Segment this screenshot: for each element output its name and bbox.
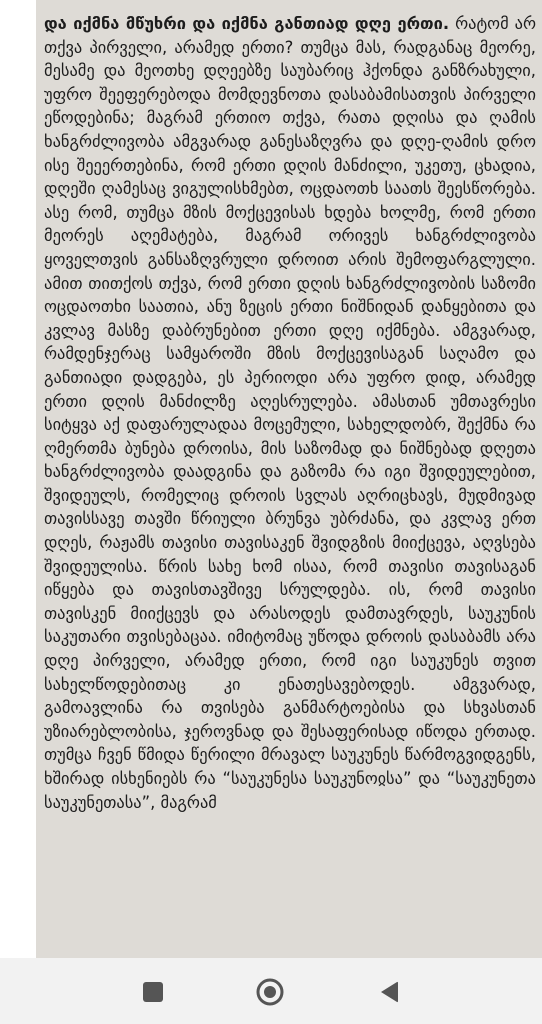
chapter-lead: და იქმნა მწუხრი და იქმნა განთიად დღე ერთი.: [44, 14, 450, 33]
page-body-text: რატომ არ თქვა პირველი, არამედ ერთი? თუმცა მას, რადგანაც მეორე, მესამე და მეოთხე დღეებზე საუბარიც ჰქონდა განზრახული, უფრო შეეფერებოდა მომდევნოთა დასაბამისათვის პირველი ეწოდებინა; მაგრამ ერთიო თქვა, რათა დღისა და ღამის ხანგრძლივობა ამგვარად განესაზღვრა და დღე-ღამის დრო ისე შეეერთებინა, რომ ერთი დღის მანძილი, უკეთუ, ცხადია, დღეში ღამესაც ვიგულისხმებთ, ოცდაოთხ საათს შეესწორება. ასე რომ, თუმცა მზის მოქცევისას ხდება ხოლმე, რომ ერთი მეორეს აღემატება, მაგრამ ორივეს ხანგრძლივობა ყოველთვის განსაზღვრული დროით არის შემოფარგლული. ამით თითქოს თქვა, რომ ერთი დღის ხანგრძლივობის საზომი ოცდაოთხი საათია, ანუ ზეცის ერთი ნიშნიდან დანყებითა და კვლავ მასზე დაბრუნებით ერთი დღე იქმნება. ამგვარად, რამდენჯერაც სამყაროში მზის მოქცევისაგან საღამო და განთიადი დადგება, ეს პერიოდი არა უფრო დიდ, არამედ ერთი დღის მანძილზე აღესრულება. ამასთან უმთავრესი სიტყვა აქ დაფარულადაა მოცემული, სახელდობრ, შექმნა რა ღმერთმა ბუნება დროისა, მის საზომად და ნიშნებად დღეთა ხანგრძლივობა დაადგინა და გაზომა რა იგი შვიდეულებით, შვიდეულს, რომელიც დროის სვლას აღრიცხავს, მუდმივად თავისსავე თავში წრიული ბრუნვა უბრძანა, და კვლავ ერთ დღეს, რაჟამს თავისი თავისაკენ შვიდგზის მიიქცევა, აღვსება შვიდეულისა. წრის სახე ხომ ისაა, რომ თავისი თავისაგან იწყება და თავისთავშივე სრულდება. ის, რომ თავისი თავისკენ მიიქცევს და არასოდეს დამთავრდეს, საუკუნის საკუთარი თვისებაცაა. იმიტომაც უწოდა დროის დასაბამს არა დღე პირველი, არამედ ერთი, რომ იგი საუკუნეს თვით სახელწოდებითაც კი ენათესავებოდეს. ამგვარად, გამოავლინა რა თვისება განმარტოებისა და სხვასთან უზიარებლობისა, ჯეროვნად და შესაფერისად იწოდა ერთად. თუმცა ჩვენ წმიდა წერილი მრავალ საუკუნეს წარმოგვიდგენს, ხშირად ისხენიებს რა “საუკუნესა საუკუნოჲსა” და “საუკუნეთა საუკუნეთასა”, მაგრამ: [44, 14, 536, 812]
circle-home-icon: [255, 977, 285, 1007]
back-button[interactable]: [373, 976, 405, 1008]
system-navigation-bar: [0, 958, 542, 1024]
home-button[interactable]: [254, 976, 286, 1008]
triangle-back-icon: [377, 980, 401, 1004]
book-page[interactable]: [36, 0, 542, 958]
left-margin: [0, 0, 36, 958]
page-text: [36, 0, 542, 814]
square-icon: [142, 981, 164, 1003]
recents-button[interactable]: [137, 976, 169, 1008]
